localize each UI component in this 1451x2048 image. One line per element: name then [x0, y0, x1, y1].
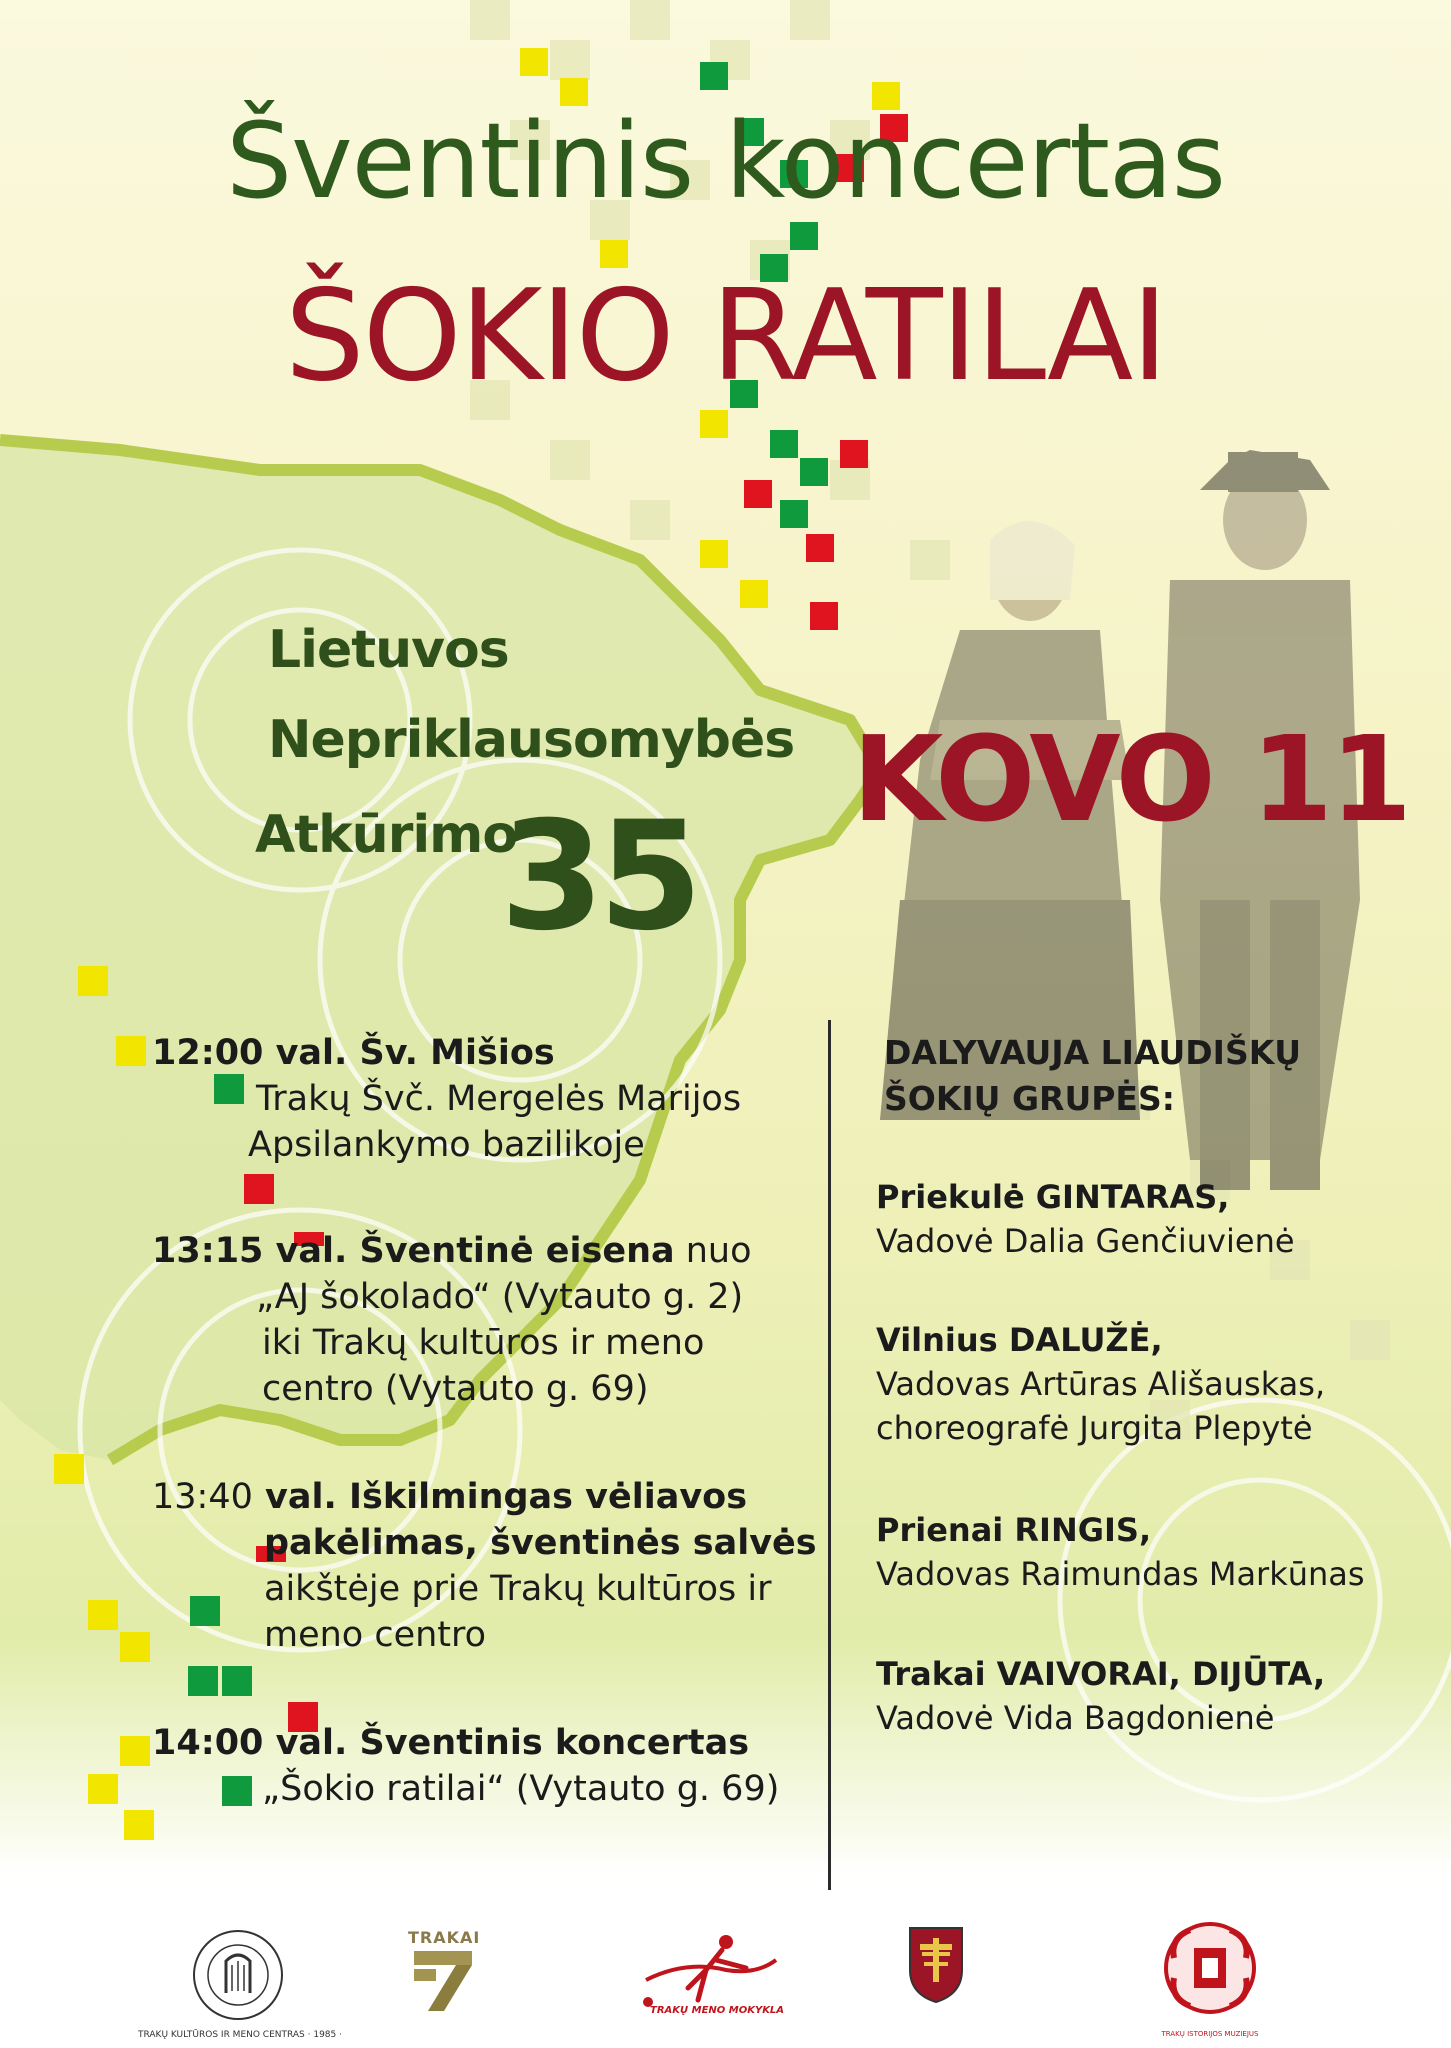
- group-leader: Vadovas Artūras Ališauskas,: [876, 1365, 1326, 1403]
- trakai-logo: [408, 1928, 481, 2018]
- schedule-item-4: [152, 1720, 779, 1812]
- trakai-coat-of-arms: [906, 1924, 966, 2004]
- trakai-logo-text: TRAKAI: [408, 1928, 481, 1947]
- schedule-title-plain: nuo: [674, 1231, 752, 1271]
- schedule-title: val. Šv. Mišios: [263, 1033, 555, 1073]
- schedule-detail: „AJ šokolado“ (Vytauto g. 2): [256, 1277, 744, 1317]
- title-line-1: Šventinis koncertas: [226, 100, 1225, 222]
- schedule-detail: centro (Vytauto g. 69): [262, 1369, 649, 1409]
- groups-heading: [884, 1030, 1301, 1122]
- schedule-detail: Apsilankymo bazilikoje: [248, 1125, 645, 1165]
- occasion-line-3: Atkūrimo: [255, 805, 518, 865]
- anniversary-number: 35: [500, 790, 697, 964]
- title-line-2: ŠOKIO RATILAI: [284, 262, 1167, 409]
- schedule-item-3: [152, 1474, 817, 1658]
- schedule-title: val. Šventinis koncertas: [263, 1723, 750, 1763]
- schedule-time: 14:00: [152, 1723, 264, 1763]
- group-item-4: [876, 1652, 1325, 1740]
- group-item-3: [876, 1508, 1365, 1596]
- schedule-detail: meno centro: [264, 1615, 487, 1655]
- schedule-detail: iki Trakų kultūros ir meno: [262, 1323, 705, 1363]
- art-school-logo: [636, 1930, 786, 2010]
- group-name: Vilnius DALUŽĖ,: [876, 1321, 1163, 1359]
- schedule-item-2: [152, 1228, 752, 1412]
- history-museum-logo-text: TRAKŲ ISTORIJOS MUZIEJUS: [1161, 2030, 1259, 2038]
- groups-heading-line-1: DALYVAUJA LIAUDIŠKŲ: [884, 1033, 1302, 1072]
- culture-center-logo: [188, 1925, 288, 2025]
- occasion-line-2: Nepriklausomybės: [268, 710, 795, 770]
- occasion-line-1: Lietuvos: [268, 620, 509, 680]
- group-name: Trakai VAIVORAI, DIJŪTA,: [876, 1655, 1326, 1693]
- group-name: Priekulė GINTARAS,: [876, 1178, 1230, 1216]
- column-divider: [828, 1020, 831, 1890]
- group-leader: Vadovė Vida Bagdonienė: [876, 1699, 1275, 1737]
- schedule-title: val. Šventinė eisena: [263, 1231, 675, 1271]
- schedule-detail: Trakų Švč. Mergelės Marijos: [256, 1079, 742, 1119]
- schedule-detail: aikštėje prie Trakų kultūros ir: [264, 1569, 772, 1609]
- schedule-item-1: [152, 1030, 741, 1168]
- schedule-time: 12:00: [152, 1033, 264, 1073]
- schedule-detail: „Šokio ratilai“ (Vytauto g. 69): [262, 1769, 780, 1809]
- group-leader: Vadovas Raimundas Markūnas: [876, 1555, 1365, 1593]
- group-leader: choreografė Jurgita Plepytė: [876, 1409, 1313, 1447]
- schedule-time: 13:40: [152, 1477, 253, 1517]
- culture-center-logo-text: TRAKŲ KULTŪROS IR MENO CENTRAS · 1985 ·: [138, 2030, 342, 2040]
- art-school-logo-text: TRAKŲ MENO MOKYKLA: [650, 2005, 785, 2016]
- schedule-title-cont: pakėlimas, šventinės salvės: [264, 1523, 817, 1563]
- history-museum-logo: [1160, 1918, 1260, 2018]
- group-item-2: [876, 1318, 1325, 1450]
- group-name: Prienai RINGIS,: [876, 1511, 1152, 1549]
- event-date: KOVO 11: [852, 710, 1410, 848]
- schedule-title: val. Iškilmingas vėliavos: [252, 1477, 748, 1517]
- groups-heading-line-2: ŠOKIŲ GRUPĖS:: [884, 1079, 1175, 1118]
- trakai-seven-icon: [408, 1947, 478, 2013]
- group-leader: Vadovė Dalia Genčiuvienė: [876, 1222, 1295, 1260]
- group-item-1: [876, 1175, 1295, 1263]
- schedule-time: 13:15: [152, 1231, 264, 1271]
